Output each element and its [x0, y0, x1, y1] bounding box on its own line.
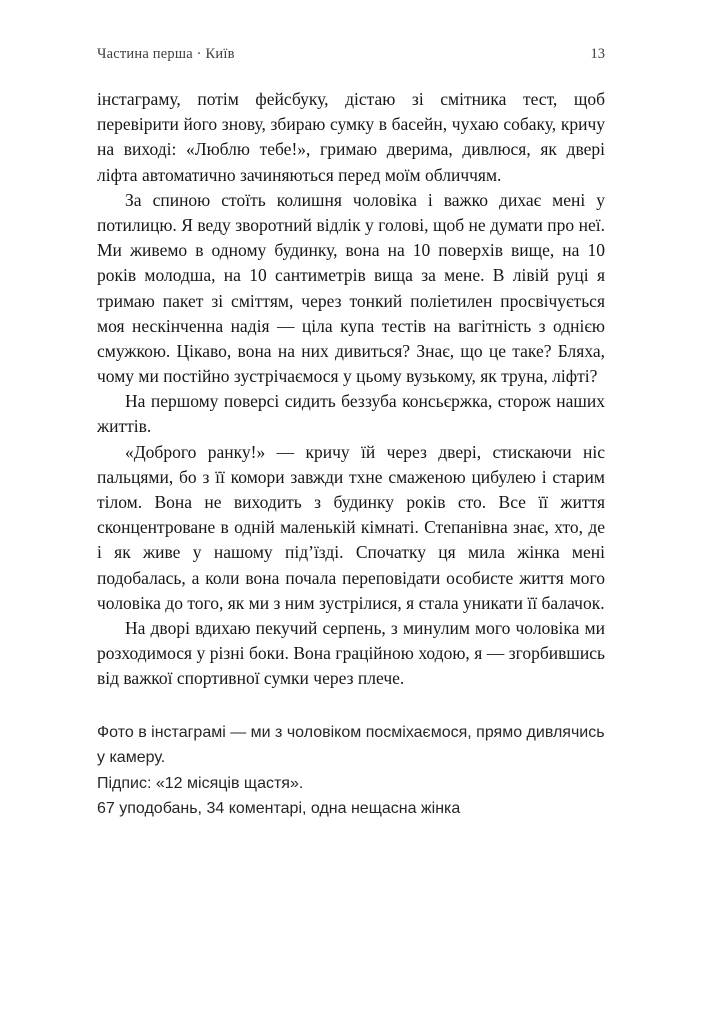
caption-line: Фото в інстаграмі — ми з чоловіком посміхаємося, прямо дивлячись у камеру. — [97, 723, 605, 767]
section-title: Частина перша · Київ — [97, 46, 235, 62]
body-text — [97, 87, 605, 692]
caption-line: 67 уподобань, 34 коментарі, одна нещасна жінка — [97, 800, 461, 818]
paragraph: На першому поверсі сидить беззуба консьєржка, сторож наших життів. — [97, 391, 605, 437]
paragraph: На дворі вдихаю пекучий серпень, з минулим мого чоловіка ми розходимося у різні боки. Вона граційною ходою, я — згорбившись від важкої спортивної сумки через плече. — [97, 617, 605, 689]
running-header — [97, 46, 605, 63]
instagram-caption-block — [97, 720, 605, 822]
paragraph: «Доброго ранку!» — кричу їй через двері, стискаючи ніс пальцями, бо з її комори завжди тхне смаженою цибулею і старим тілом. Вона не виходить з будинку років сто. Все її життя сконцентроване в одній маленькій кімнаті. Степанівна знає, хто, де і як живе у нашому під’їзді. Спочатку ця мила жінка мені подобалась, а коли вона почала переповідати особисте життя мого чоловіка до того, як ми з ним зустрілися, я стала уникати її балачок. — [97, 441, 605, 613]
page-number: 13 — [590, 46, 605, 62]
paragraph: За спиною стоїть колишня чоловіка і важко дихає мені у потилицю. Я веду зворотний відлік у голові, щоб не думати про неї. Ми живемо в одному будинку, вона на 10 поверхів вище, на 10 років молодша, на 10 сантиметрів вища за мене. В лівій руці я тримаю пакет зі сміттям, через тонкий поліетилен просвічується моя нескінченна надія — ціла купа тестів на вагітність з однією смужкою. Цікаво, вона на них дивиться? Знає, що це таке? Бляха, чому ми постійно зустрічаємося у цьому вузькому, як труна, ліфті? — [97, 189, 605, 387]
caption-line: Підпис: «12 місяців щастя». — [97, 774, 304, 792]
paragraph: інстаграму, потім фейсбуку, дістаю зі смітника тест, щоб перевірити його знову, збираю сумку в басейн, чухаю собаку, кричу на виході: «Люблю тебе!», гримаю дверима, дивлюся, як двері ліфта автоматично зачиняються перед моїм обличчям. — [97, 89, 605, 185]
